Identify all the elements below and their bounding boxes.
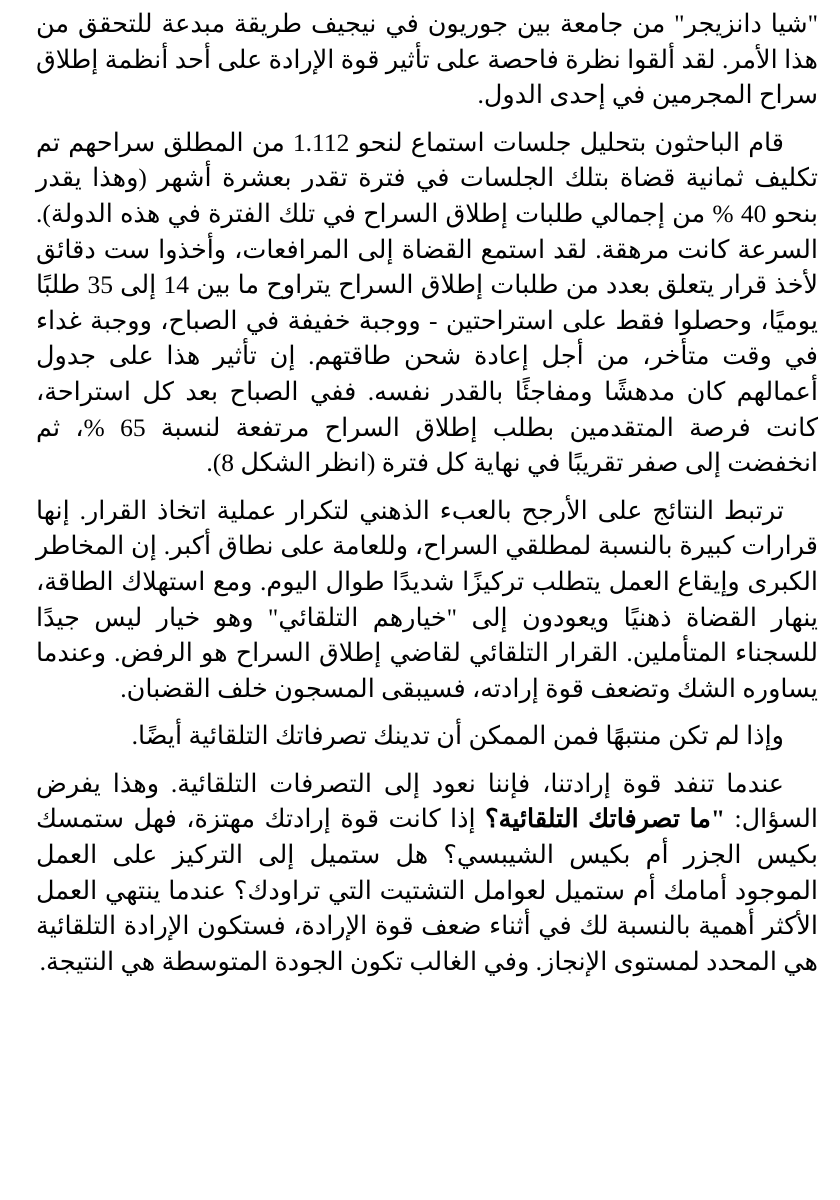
paragraph-4	[36, 718, 818, 754]
paragraph-3	[36, 493, 818, 707]
paragraph-3-text: ترتبط النتائج على الأرجح بالعبء الذهني لتكرار عملية اتخاذ القرار. إنها قرارات كبيرة بالنسبة لمطلقي السراح، وللعامة على نطاق أكبر. إن المخاطر الكبرى وإيقاع العمل يتطلب تركيزًا شديدًا طوال اليوم. ومع استهلاك الطاقة، ينهار القضاة ذهنيًا ويعودون إلى "خيارهم التلقائي" وهو خيار ليس جيدًا للسجناء المتأملين. القرار التلقائي لقاضي إطلاق السراح هو الرفض. وعندما يساوره الشك وتضعف قوة إرادته، فسيبقى المسجون خلف القضبان.	[36, 495, 818, 703]
paragraph-5-text-end: إذا كانت قوة إرادتك مهتزة، فهل ستمسك بكيس الجزر أم بكيس الشيبسي؟ هل ستميل إلى التركيز على العمل الموجود أمامك أم ستميل لعوامل التشتيت التي تراودك؟ عندما ينتهي العمل الأكثر أهمية بالنسبة لك في أثناء ضعف قوة الإرادة، فستكون الإرادة التلقائية هي المحدد لمستوى الإنجاز. وفي الغالب تكون الجودة المتوسطة هي النتيجة.	[36, 804, 818, 976]
paragraph-2	[36, 125, 818, 481]
paragraph-1-text: "شيا دانزيجر" من جامعة بين جوريون في نيجيف طريقة مبدعة للتحقق من هذا الأمر. لقد ألقوا نظرة فاحصة على تأثير قوة الإرادة على أحد أنظمة إطلاق سراح المجرمين في إحدى الدول.	[36, 9, 818, 110]
paragraph-4-text: وإذا لم تكن منتبهًا فمن الممكن أن تدينك تصرفاتك التلقائية أيضًا.	[131, 721, 784, 751]
paragraph-1	[36, 6, 818, 113]
paragraph-2-text: قام الباحثون بتحليل جلسات استماع لنحو 1.112 من المطلق سراحهم تم تكليف ثمانية قضاة بتلك الجلسات في فترة تقدر بعشرة أشهر (وهذا يقدر بنحو 40 % من إجمالي طلبات إطلاق السراح في تلك الفترة في هذه الدولة). السرعة كانت مرهقة. لقد استمع القضاة إلى المرافعات، وأخذوا ست دقائق لأخذ قرار يتعلق بعدد من طلبات إطلاق السراح يتراوح ما بين 14 إلى 35 طلبًا يوميًا، وحصلوا فقط على استراحتين - ووجبة خفيفة في الصباح، ووجبة غداء في وقت متأخر، من أجل إعادة شحن طاقتهم. إن تأثير هذا على جدول أعمالهم كان مدهشًا ومفاجئًا بالقدر نفسه. ففي الصباح بعد كل استراحة، كانت فرصة المتقدمين بطلب إطلاق السراح مرتفعة لنسبة 65 %، ثم انخفضت إلى صفر تقريبًا في نهاية كل فترة (انظر الشكل 8).	[36, 127, 818, 478]
paragraph-5	[36, 766, 818, 980]
document-page	[36, 6, 818, 991]
paragraph-5-text-start: عندما تنفد قوة إرادتنا، فإننا نعود إلى التصرفات التلقائية. وهذا يفرض السؤال:	[36, 768, 818, 834]
paragraph-5-bold-question: "ما تصرفاتك التلقائية؟	[485, 804, 726, 834]
